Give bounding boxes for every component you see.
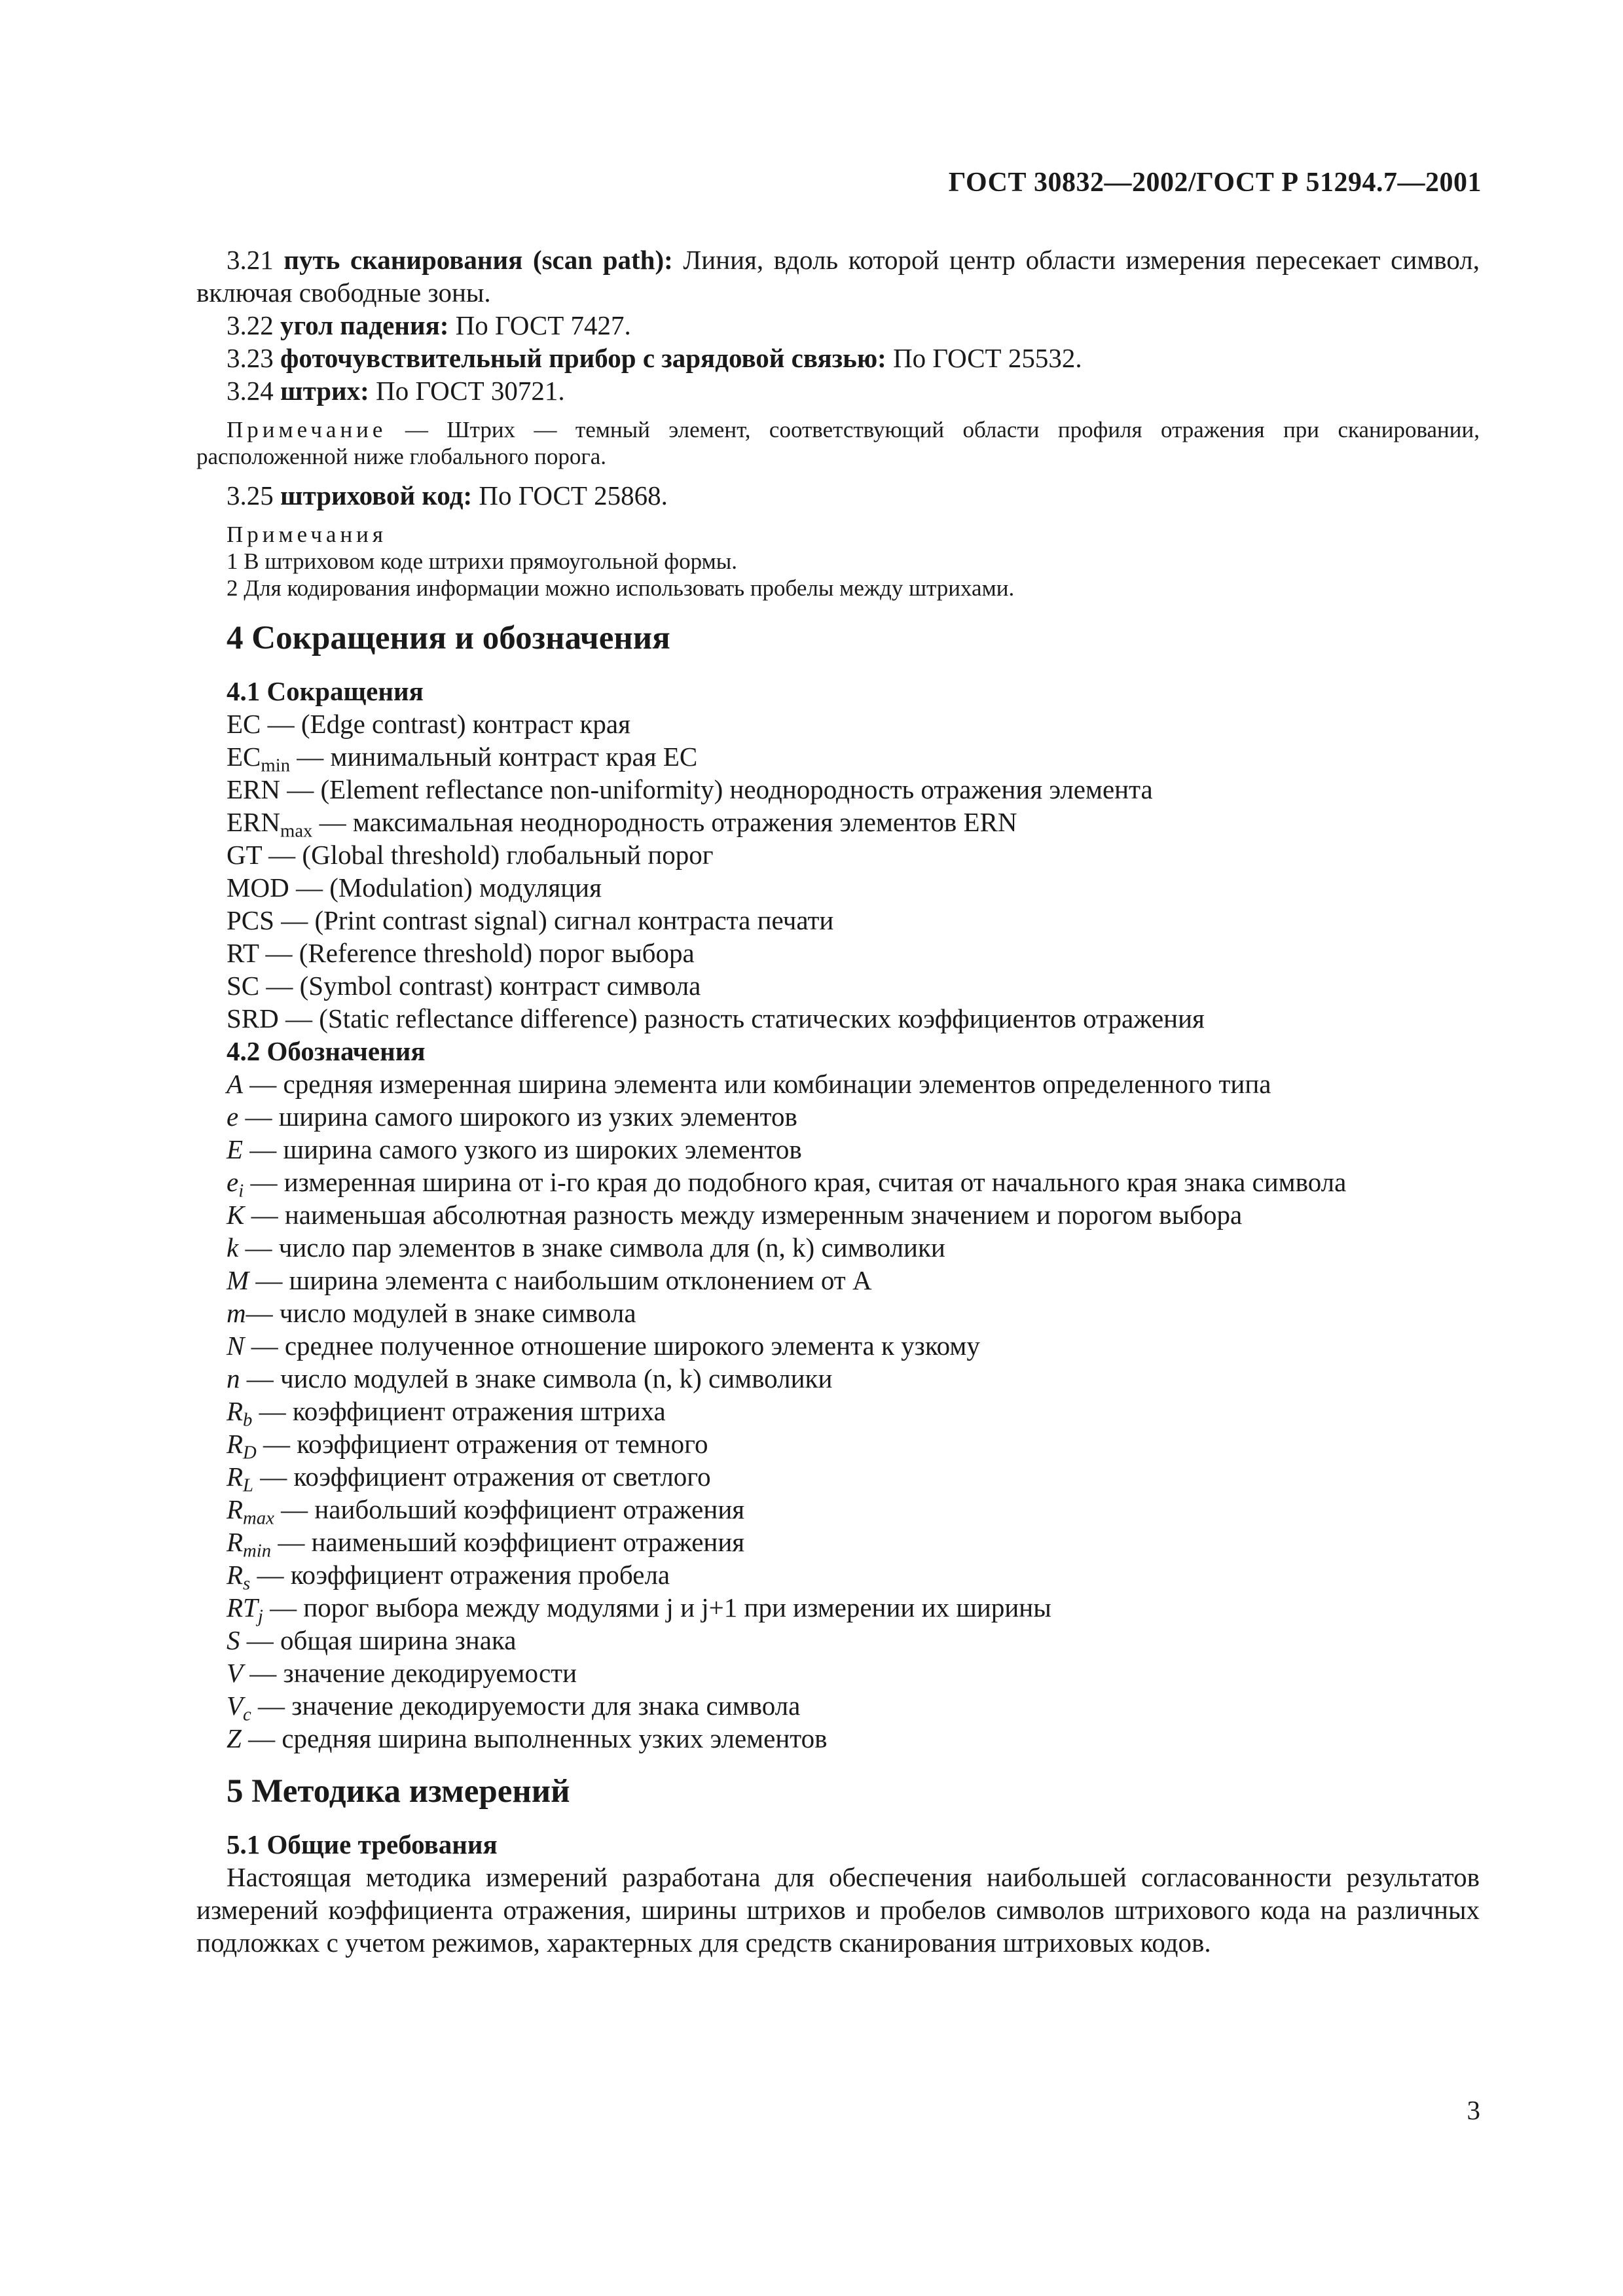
note-item: 2 Для кодирования информации можно использовать пробелы между штрихами. — [227, 575, 1015, 601]
note-3-24 — [196, 416, 1480, 470]
subscript: c — [243, 1704, 251, 1725]
description: — (Print contrast signal) сигнал контраста печати — [274, 905, 834, 935]
abbreviation-entry — [196, 708, 1480, 740]
symbol-entry — [196, 1198, 1480, 1231]
description: — наименьший коэффициент отражения — [271, 1527, 745, 1557]
term-3-24: 3.24 штрих: По ГОСТ 30721. — [227, 376, 565, 406]
symbol-entry — [196, 1624, 1480, 1657]
subscript: D — [243, 1442, 257, 1463]
description: — коэффициент отражения от темного — [256, 1429, 708, 1459]
symbol-name: e — [227, 1102, 239, 1132]
symbol-name: R — [227, 1396, 244, 1426]
symbol-entry — [196, 1264, 1480, 1297]
term-name: штриховой код: — [280, 480, 473, 511]
abbreviation-name: PCS — [227, 905, 274, 935]
term-definition: По ГОСТ 25532. — [893, 343, 1082, 373]
term-name: путь сканирования (scan path): — [283, 245, 673, 275]
subscript: s — [243, 1573, 251, 1594]
symbol-name: R — [227, 1494, 244, 1524]
symbol-entry — [196, 1067, 1480, 1100]
term-name: фоточувствительный прибор с зарядовой связью: — [280, 343, 886, 373]
description: — наименьшая абсолютная разность между измеренным значением и порогом выбора — [244, 1200, 1243, 1230]
abbreviation-name: SC — [227, 971, 260, 1001]
term-definition: Линия, вдоль которой центр области измерения пересекает символ, включая свободные зоны. — [196, 245, 1480, 308]
subscript: max — [280, 820, 313, 842]
description: — ширина элемента с наибольшим отклонением от A — [249, 1265, 872, 1295]
description: — (Global threshold) глобальный порог — [261, 840, 714, 870]
symbol-name: m — [227, 1298, 246, 1328]
subsection-4-2-title: 4.2 Обозначения — [227, 1036, 426, 1066]
subscript: min — [261, 755, 291, 776]
subsection-5-1-title: 5.1 Общие требования — [227, 1829, 498, 1859]
abbreviation-name: EC — [227, 709, 261, 739]
term-definition: По ГОСТ 25868. — [479, 480, 668, 511]
term-definition: По ГОСТ 7427. — [455, 310, 631, 340]
symbol-name: e — [227, 1167, 239, 1197]
symbol-entry — [196, 1722, 1480, 1755]
term-3-22: 3.22 угол падения: По ГОСТ 7427. — [227, 310, 631, 340]
note-text: — Штрих — темный элемент, соответствующий области профиля отражения при сканировании, расположенной ниже глобального порога. — [196, 417, 1480, 469]
symbol-name: M — [227, 1265, 249, 1295]
abbreviation-entry — [196, 773, 1480, 806]
symbol-entry — [196, 1657, 1480, 1689]
symbol-name: S — [227, 1625, 240, 1655]
description: — (Edge contrast) контраст края — [261, 709, 630, 739]
abbreviation-entry — [196, 806, 1480, 842]
note-item: 1 В штриховом коде штрихи прямоугольной формы. — [227, 548, 737, 574]
description: — средняя измеренная ширина элемента или комбинации элементов определенного типа — [243, 1069, 1271, 1099]
description: — ширина самого широкого из узких элементов — [238, 1102, 797, 1132]
symbol-entry — [196, 1362, 1480, 1395]
term-3-23: 3.23 фоточувствительный прибор с зарядовой связью: По ГОСТ 25532. — [227, 343, 1082, 373]
description: — (Element reflectance non-uniformity) неоднородность отражения элемента — [280, 774, 1153, 804]
symbol-entry — [196, 1689, 1480, 1725]
description: — ширина самого узкого из широких элементов — [243, 1134, 802, 1164]
description: — значение декодируемости — [243, 1658, 577, 1688]
abbreviation-name: ERN — [227, 807, 280, 837]
symbol-entry — [196, 1166, 1480, 1202]
abbreviation-name: GT — [227, 840, 262, 870]
abbreviation-entry — [196, 937, 1480, 969]
symbol-entry — [196, 1558, 1480, 1594]
subscript: j — [257, 1605, 263, 1627]
description: — минимальный контраст края EC — [290, 742, 698, 772]
description: — наибольший коэффициент отражения — [274, 1494, 745, 1524]
term-name: штрих: — [280, 376, 369, 406]
symbol-name: V — [227, 1658, 244, 1688]
term-3-25: 3.25 штриховой код: По ГОСТ 25868. — [227, 480, 668, 511]
symbol-entry — [196, 1297, 1480, 1329]
symbol-list — [196, 1067, 1480, 1755]
symbol-name: A — [227, 1069, 244, 1099]
subscript: L — [243, 1475, 254, 1496]
abbreviation-name: MOD — [227, 872, 289, 903]
symbol-entry — [196, 1591, 1480, 1627]
symbol-name: K — [227, 1200, 245, 1230]
symbol-entry — [196, 1526, 1480, 1562]
subscript: b — [243, 1409, 253, 1431]
abbreviation-entry — [196, 969, 1480, 1002]
abbreviation-name: RT — [227, 938, 259, 968]
abbreviation-entry — [196, 1002, 1480, 1035]
page-number: 3 — [1467, 2095, 1480, 2125]
description: — число пар элементов в знаке символа для (n, k) символики — [238, 1232, 945, 1263]
symbol-entry — [196, 1493, 1480, 1529]
document-header: ГОСТ 30832—2002/ГОСТ Р 51294.7—2001 — [948, 168, 1482, 198]
description: — общая ширина знака — [240, 1625, 517, 1655]
description: — коэффициент отражения штриха — [252, 1396, 666, 1426]
description: — число модулей в знаке символа (n, k) символики — [240, 1363, 833, 1393]
note-label: Примечание — [227, 417, 387, 442]
symbol-name: N — [227, 1331, 245, 1361]
description: — среднее полученное отношение широкого элемента к узкому — [244, 1331, 980, 1361]
abbreviation-entry — [196, 871, 1480, 904]
description: — (Reference threshold) порог выбора — [259, 938, 695, 968]
abbreviation-entry — [196, 904, 1480, 937]
description: — число модулей в знаке символа — [246, 1298, 636, 1328]
section-4-title: 4 Сокращения и обозначения — [227, 620, 670, 656]
notes-label: Примечания — [227, 522, 388, 547]
description: — измеренная ширина от i-го края до подобного края, считая от начального края знака символа — [244, 1167, 1347, 1197]
abbreviation-name: ERN — [227, 774, 280, 804]
symbol-name: n — [227, 1363, 240, 1393]
term-3-21: 3.21 путь сканирования (scan path): Линия, вдоль которой центр области измерения пересекает символ, включая свободные зоны. — [196, 245, 1480, 308]
abbreviation-entry — [196, 740, 1480, 776]
symbol-name: k — [227, 1232, 239, 1263]
abbreviation-list — [196, 708, 1480, 1035]
symbol-entry — [196, 1460, 1480, 1496]
abbreviation-name: EC — [227, 742, 261, 772]
description: — коэффициент отражения пробела — [250, 1560, 670, 1590]
symbol-name: R — [227, 1560, 244, 1590]
symbol-entry — [196, 1329, 1480, 1362]
symbol-name: R — [227, 1527, 244, 1557]
term-name: угол падения: — [280, 310, 449, 340]
subsection-4-1-title: 4.1 Сокращения — [227, 676, 424, 706]
abbreviation-name: SRD — [227, 1003, 279, 1033]
section-5-1-paragraph: Настоящая методика измерений разработана для обеспечения наибольшей согласованности результатов измерений коэффициента отражения, ширины штрихов и пробелов символов штрихового кода на различных подложках с учетом режимов, характерных для средств сканирования штриховых кодов. — [196, 1862, 1480, 1958]
symbol-name: R — [227, 1429, 244, 1459]
symbol-entry — [196, 1133, 1480, 1166]
symbol-name: R — [227, 1462, 244, 1492]
description: — средняя ширина выполненных узких элементов — [241, 1723, 828, 1753]
description: — значение декодируемости для знака символа — [251, 1691, 801, 1721]
description: — коэффициент отражения от светлого — [253, 1462, 711, 1492]
subscript: max — [243, 1507, 274, 1529]
symbol-entry — [196, 1100, 1480, 1133]
description: — максимальная неоднородность отражения элементов ERN — [312, 807, 1017, 837]
description: — (Static reflectance difference) разность статических коэффициентов отражения — [278, 1003, 1205, 1033]
symbol-entry — [196, 1427, 1480, 1463]
description: — (Modulation) модуляция — [289, 872, 602, 903]
description: — порог выбора между модулями j и j+1 при измерении их ширины — [263, 1592, 1051, 1623]
document-body — [196, 243, 1480, 1959]
subscript: i — [238, 1180, 244, 1202]
description: — (Symbol contrast) контраст символа — [259, 971, 701, 1001]
symbol-name: Z — [227, 1723, 242, 1753]
section-5-title: 5 Методика измерений — [227, 1773, 570, 1810]
term-definition: По ГОСТ 30721. — [376, 376, 565, 406]
symbol-name: V — [227, 1691, 244, 1721]
symbol-entry — [196, 1231, 1480, 1264]
symbol-name: E — [227, 1134, 244, 1164]
symbol-entry — [196, 1395, 1480, 1431]
symbol-name: RT — [227, 1592, 258, 1623]
subscript: min — [243, 1540, 272, 1562]
abbreviation-entry — [196, 838, 1480, 871]
